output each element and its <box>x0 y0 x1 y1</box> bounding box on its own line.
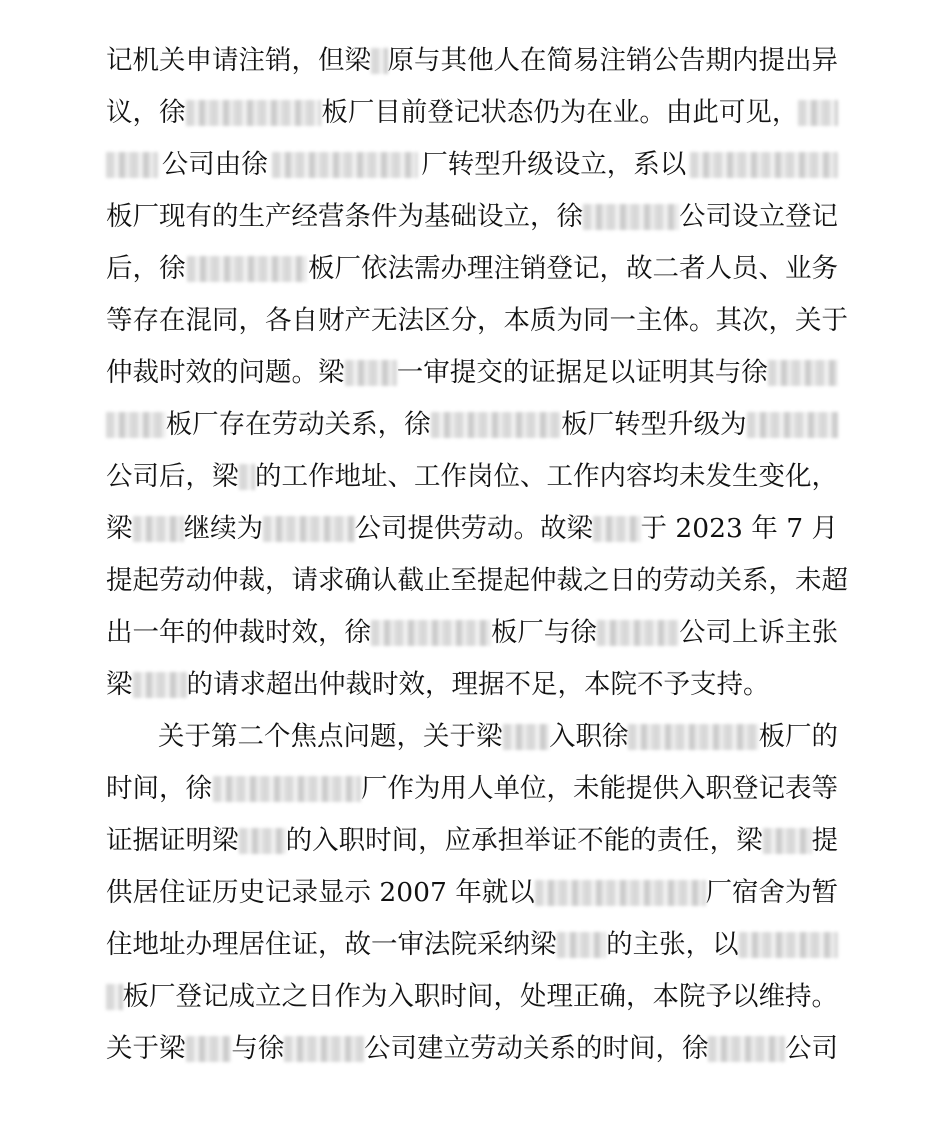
text-line-7 <box>106 347 838 399</box>
text-segment: 厂作为用人单位，未能提供入职登记表等 <box>361 773 838 804</box>
text-segment: 证据证明梁 <box>106 825 239 856</box>
redaction-mask <box>345 360 397 386</box>
text-segment: 公司上诉主张 <box>679 617 838 648</box>
text-line-12 <box>106 607 838 659</box>
redaction-mask <box>371 48 388 74</box>
text-segment: 公司提供劳动。故梁 <box>354 513 593 544</box>
redaction-mask <box>187 256 307 282</box>
text-segment: 公司 <box>785 1033 838 1064</box>
text-line-13 <box>106 659 838 711</box>
text-line-6 <box>106 295 848 347</box>
text-segment: 板厂存在劳动关系，徐 <box>165 409 431 440</box>
redaction-mask <box>535 880 706 906</box>
text-line-20 <box>106 1023 838 1075</box>
redaction-mask <box>763 828 812 854</box>
text-line-15 <box>106 763 838 815</box>
redaction-mask <box>284 1036 364 1062</box>
text-segment: 公司设立登记 <box>679 201 838 232</box>
text-segment: 梁 <box>106 513 133 544</box>
redaction-mask <box>708 1036 785 1062</box>
text-segment: 板厂现有的生产经营条件为基础设立，徐 <box>106 201 583 232</box>
text-segment: 的入职时间，应承担举证不能的责任，梁 <box>285 825 763 856</box>
redaction-mask <box>186 1036 232 1062</box>
text-segment: 关于第二个焦点问题，关于梁 <box>158 721 503 752</box>
redaction-mask <box>597 620 679 646</box>
text-line-4 <box>106 191 838 243</box>
text-line-5 <box>106 243 838 295</box>
redaction-mask <box>133 672 187 698</box>
text-line-9 <box>106 451 838 503</box>
text-segment: 板厂目前登记状态仍为在业。由此可见， <box>321 97 799 128</box>
redaction-mask <box>239 828 286 854</box>
text-line-14 <box>158 711 838 763</box>
text-segment: 板厂与徐 <box>490 617 597 648</box>
text-segment: 出一年的仲裁时效，徐 <box>106 617 371 648</box>
redaction-mask <box>739 932 838 958</box>
text-segment: 原与其他人在简易注销公告期内提出异 <box>387 45 838 76</box>
text-line-3 <box>106 139 838 191</box>
text-segment: 入职徐 <box>548 721 629 752</box>
text-segment: 仲裁时效的问题。梁 <box>106 357 345 388</box>
text-segment: 一审提交的证据足以证明其与徐 <box>396 357 768 388</box>
text-segment: 厂宿舍为暂 <box>705 877 838 908</box>
text-segment: 与徐 <box>231 1033 285 1064</box>
redaction-mask <box>628 724 758 750</box>
text-line-19 <box>106 971 838 1023</box>
text-segment: 厂转型升级设立，系以 <box>421 149 687 180</box>
redaction-mask <box>239 464 256 490</box>
text-segment: 梁 <box>106 669 133 700</box>
text-segment: 时间，徐 <box>106 773 212 804</box>
redaction-mask <box>583 204 679 230</box>
text-line-18 <box>106 919 838 971</box>
text-segment: 的主张，以 <box>606 929 739 960</box>
text-segment: 板厂的 <box>758 721 838 752</box>
redaction-mask <box>690 152 838 178</box>
text-segment: 的请求超出仲裁时效，理据不足，本院不予支持。 <box>186 669 770 700</box>
text-segment: 等存在混同，各自财产无法区分，本质为同一主体。其次，关于 <box>106 305 848 336</box>
text-line-10 <box>106 503 838 555</box>
text-segment: 板厂依法需办理注销登记，故二者人员、业务 <box>308 253 838 284</box>
text-segment: 板厂登记成立之日作为入职时间，处理正确，本院予以维持。 <box>122 981 838 1012</box>
text-segment: 于 2023 年 7 月 <box>640 513 838 544</box>
redaction-mask <box>431 412 562 438</box>
text-line-2 <box>106 87 838 139</box>
text-segment: 公司建立劳动关系的时间，徐 <box>363 1033 709 1064</box>
text-segment: 板厂转型升级为 <box>561 409 747 440</box>
redaction-mask <box>106 412 166 438</box>
redaction-mask <box>371 620 491 646</box>
redaction-mask <box>186 100 322 126</box>
text-line-11 <box>106 555 848 607</box>
redaction-mask <box>593 516 641 542</box>
redaction-mask <box>747 412 838 438</box>
text-line-8 <box>106 399 838 451</box>
text-segment: 继续为 <box>183 513 264 544</box>
text-line-17 <box>106 867 838 919</box>
text-segment: 议，徐 <box>106 97 186 128</box>
redaction-mask <box>106 152 158 178</box>
text-segment: 提 <box>811 825 838 856</box>
text-segment: 提起劳动仲裁，请求确认截止至提起仲裁之日的劳动关系，未超 <box>106 565 848 596</box>
text-segment: 记机关申请注销，但梁 <box>106 45 371 76</box>
redaction-mask <box>106 984 123 1010</box>
redaction-mask <box>768 360 838 386</box>
text-line-16 <box>106 815 838 867</box>
text-segment: 公司由徐 <box>161 149 268 180</box>
text-segment: 公司后，梁 <box>106 461 239 492</box>
redaction-mask <box>263 516 354 542</box>
text-segment: 关于梁 <box>106 1033 186 1064</box>
redaction-mask <box>272 152 418 178</box>
redaction-mask <box>133 516 184 542</box>
redaction-mask <box>503 724 549 750</box>
redaction-mask <box>798 100 838 126</box>
redaction-mask <box>557 932 607 958</box>
redaction-mask <box>213 776 361 802</box>
text-segment: 后，徐 <box>106 253 186 284</box>
text-line-1 <box>106 35 838 87</box>
text-segment: 住地址办理居住证，故一审法院采纳梁 <box>106 929 557 960</box>
text-segment: 供居住证历史记录显示 2007 年就以 <box>106 877 535 908</box>
text-segment: 的工作地址、工作岗位、工作内容均未发生变化， <box>255 461 838 492</box>
